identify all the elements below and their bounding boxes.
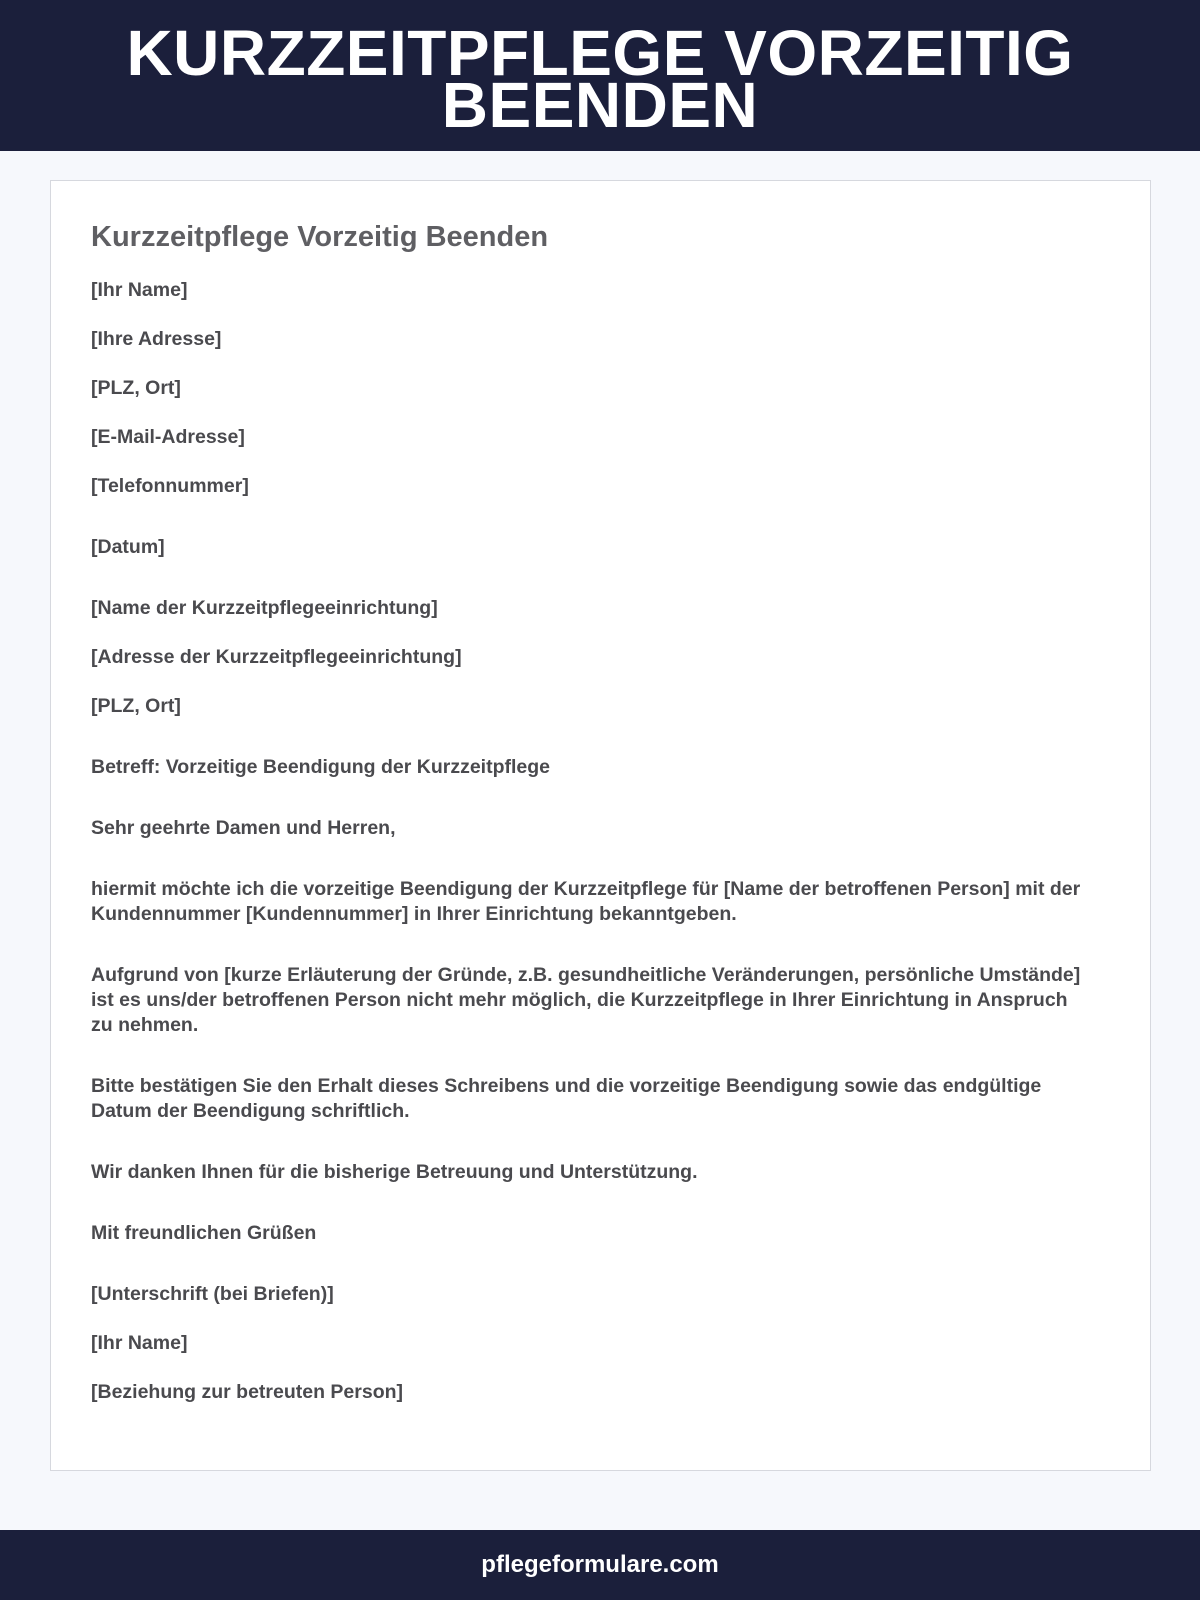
body-paragraph: hiermit möchte ich die vorzeitige Beendigung der Kurzzeitpflege für [Name der betroffenen Person] mit der Kundennummer [Kundennummer] in Ihrer Einrichtung bekanntgeben.: [91, 878, 1081, 925]
sender-address: [Ihre Adresse]: [91, 328, 222, 350]
signature-line: [Unterschrift (bei Briefen)]: [91, 1283, 334, 1305]
body-paragraph: Aufgrund von [kurze Erläuterung der Gründe, z.B. gesundheitliche Veränderungen, persönliche Umstände] ist es uns/der betroffenen Person nicht mehr möglich, die Kurzzeitpflege in Ihrer Einrichtung in Anspruch zu nehmen.: [91, 964, 1081, 1036]
closing: Mit freundlichen Grüßen: [91, 1222, 317, 1244]
sender-email: [E-Mail-Adresse]: [91, 426, 245, 448]
signature-relation: [Beziehung zur betreuten Person]: [91, 1381, 404, 1403]
signature-name: [Ihr Name]: [91, 1332, 188, 1354]
recipient-address: [Adresse der Kurzzeitpflegeeinrichtung]: [91, 646, 462, 668]
recipient-name: [Name der Kurzzeitpflegeeinrichtung]: [91, 597, 438, 619]
body-paragraph: Wir danken Ihnen für die bisherige Betreuung und Unterstützung.: [91, 1161, 698, 1183]
page-footer: [0, 1530, 1200, 1600]
body-paragraph: Bitte bestätigen Sie den Erhalt dieses Schreibens und die vorzeitige Beendigung sowie das endgültige Datum der Beendigung schriftlich.: [91, 1075, 1042, 1122]
subject-line: Betreff: Vorzeitige Beendigung der Kurzzeitpflege: [91, 756, 551, 778]
recipient-zip-city: [PLZ, Ort]: [91, 695, 181, 717]
letter-card: [50, 180, 1151, 1471]
page-title: KURZZEITPFLEGE VORZEITIG BEENDEN: [126, 16, 1074, 141]
sender-zip-city: [PLZ, Ort]: [91, 377, 181, 399]
document-title: Kurzzeitpflege Vorzeitig Beenden: [91, 221, 549, 253]
footer-site-link[interactable]: pflegeformulare.com: [481, 1551, 719, 1578]
letter-date: [Datum]: [91, 536, 165, 558]
salutation: Sehr geehrte Damen und Herren,: [91, 817, 396, 839]
page-header: [0, 0, 1200, 151]
sender-phone: [Telefonnummer]: [91, 475, 249, 497]
sender-name: [Ihr Name]: [91, 279, 188, 301]
